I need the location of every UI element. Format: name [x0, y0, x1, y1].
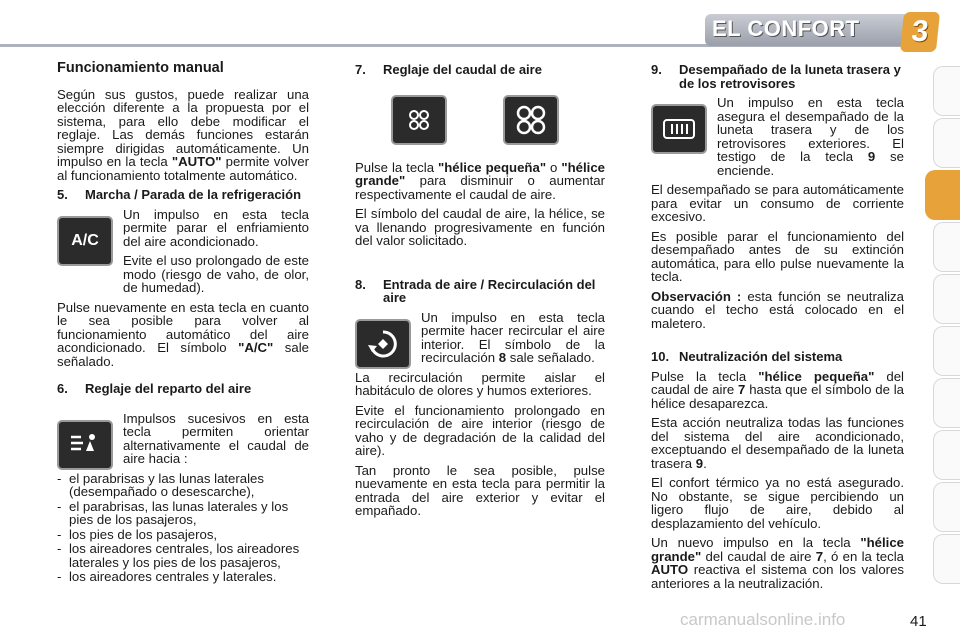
chapter-number: 3: [900, 12, 940, 52]
chapter-tab[interactable]: [933, 482, 960, 532]
item-10-text-2: Esta acción neutraliza todas las funciones del sistema del aire acondicionado, exceptuando el desempañado de la luneta trasera 9.: [651, 415, 904, 471]
item-9-text-2: El desempañado se para automáticamente para evitar un consumo de corriente excesivo.: [651, 182, 904, 224]
page-number: 41: [910, 613, 927, 630]
recirculation-icon: [355, 319, 411, 369]
item-8-text-3: Tan pronto le sea posible, pulse nuevamente en esta tecla para permitir la entrada del aire exterior y evitar el empañado.: [355, 462, 605, 518]
item-8-block: [355, 311, 605, 371]
air-distribution-list: [57, 472, 309, 584]
item-8-title: 8. Entrada de aire / Recirculación del aire: [355, 276, 596, 305]
chapter-tabs: [926, 66, 960, 576]
air-distribution-icon: [57, 420, 113, 470]
chapter-tab-active[interactable]: [925, 170, 960, 220]
fan-buttons: [391, 95, 605, 145]
page-header: [0, 0, 960, 62]
item-9-text: Un impulso en esta tecla asegura el desempañado de la luneta trasera y de los retrovisores exteriores. El testigo de la tecla 9 se enciende.: [717, 95, 904, 178]
chapter-tab[interactable]: [933, 222, 960, 272]
item-10-text: Pulse la tecla "hélice pequeña" del caudal de aire 7 hasta que el símbolo de la hélice desaparezca.: [651, 368, 904, 411]
item-5-text: Un impulso en esta tecla permite parar el enfriamiento del aire acondicionado.: [123, 206, 309, 249]
item-5-title: 5. Marcha / Parada de la refrigeración: [57, 187, 302, 202]
item-7-text-2: El símbolo del caudal de aire, la hélice, se va llenando progresivamente en función del valor solicitado.: [355, 206, 605, 248]
item-8-text-2: La recirculación permite aislar el habitáculo de olores y humos exteriores.: [355, 369, 605, 398]
item-10-title: 10. Neutralización del sistema: [651, 349, 843, 364]
chapter-tab[interactable]: [933, 430, 960, 480]
section-heading: Funcionamiento manual: [57, 60, 224, 76]
item-5-warning: Evite el uso prolongado de este modo (riesgo de vaho, de olor, de humedad).: [123, 253, 309, 295]
item-6-title: 6. Reglaje del reparto del aire: [57, 381, 252, 396]
chapter-tab[interactable]: [933, 274, 960, 324]
item-9-text-3: Es posible parar el funcionamiento del desempañado antes de su extinción automática, para ello pulse nuevamente la tecla.: [651, 228, 904, 284]
chapter-tab[interactable]: [933, 534, 960, 584]
chapter-tab[interactable]: [933, 326, 960, 376]
item-8-warning: Evite el funcionamiento prolongado en recirculación de aire interior (riesgo de vaho y de degradación de la calidad del aire).: [355, 402, 605, 458]
column-middle: [355, 60, 605, 524]
intro-paragraph: Según sus gustos, puede realizar una elección diferente a la propuesta por el sistema, para ello debe modificar el reglaje. Las demás funciones estarán siempre dirigidas automáticamente. Un impulso en la tecla "AUTO" permite volver al funcionamiento totalmente automático.: [57, 86, 309, 183]
item-5-block: [57, 208, 309, 301]
item-9-block: [651, 96, 904, 183]
rear-defrost-icon: [651, 104, 707, 154]
item-8-text: Un impulso en esta tecla permite hacer recircular el aire interior. El símbolo de la recirculación 8 sale señalado.: [421, 309, 605, 365]
list-item: - los aireadores centrales, los aireadores laterales y los pies de los pasajeros,: [57, 541, 300, 570]
column-left: [57, 60, 309, 588]
item-10-text-3: El confort térmico ya no está asegurado. No obstante, se sigue percibiendo un ligero flujo de aire, debido al desplazamiento del vehículo.: [651, 475, 904, 531]
list-item: - los pies de los pasajeros,: [57, 526, 218, 542]
large-fan-icon: [503, 95, 559, 145]
list-item: - los aireadores centrales y laterales.: [57, 569, 277, 584]
item-7-text: Pulse la tecla "hélice pequeña" o "hélice grande" para disminuir o aumentar respectivamente el caudal de aire.: [355, 159, 605, 202]
item-5-text-2: Pulse nuevamente en esta tecla en cuanto le sea posible para volver al funcionamiento automático del aire acondicionado. El símbolo "A/C" sale señalado.: [57, 299, 309, 369]
item-6-block: [57, 412, 309, 472]
item-7-title: 7. Reglaje del caudal de aire: [355, 62, 542, 77]
ac-button-icon: A/C: [57, 216, 113, 266]
chapter-tab[interactable]: [933, 378, 960, 428]
chapter-tab[interactable]: [933, 66, 960, 116]
column-right: [651, 60, 904, 596]
list-item: - el parabrisas, las lunas laterales y los pies de los pasajeros,: [57, 498, 289, 527]
item-9-title: 9. Desempañado de la luneta trasera y de los retrovisores: [651, 62, 901, 91]
page-title: EL CONFORT: [712, 16, 860, 41]
watermark: carmanualsonline.info: [680, 610, 846, 629]
item-9-note: Observación : esta función se neutraliza cuando el techo está colocado en el maletero.: [651, 288, 904, 331]
small-fan-icon: [391, 95, 447, 145]
item-6-text: Impulsos sucesivos en esta tecla permiten orientar alternativamente el caudal de aire hacia :: [123, 410, 309, 466]
item-10-text-4: Un nuevo impulso en la tecla "hélice grande" del caudal de aire 7, ó en la tecla AUTO reactiva el sistema con los valores anteriores a la neutralización.: [651, 535, 904, 591]
chapter-tab[interactable]: [933, 118, 960, 168]
list-item: - el parabrisas y las lunas laterales (desempañado o desescarche),: [57, 470, 264, 499]
